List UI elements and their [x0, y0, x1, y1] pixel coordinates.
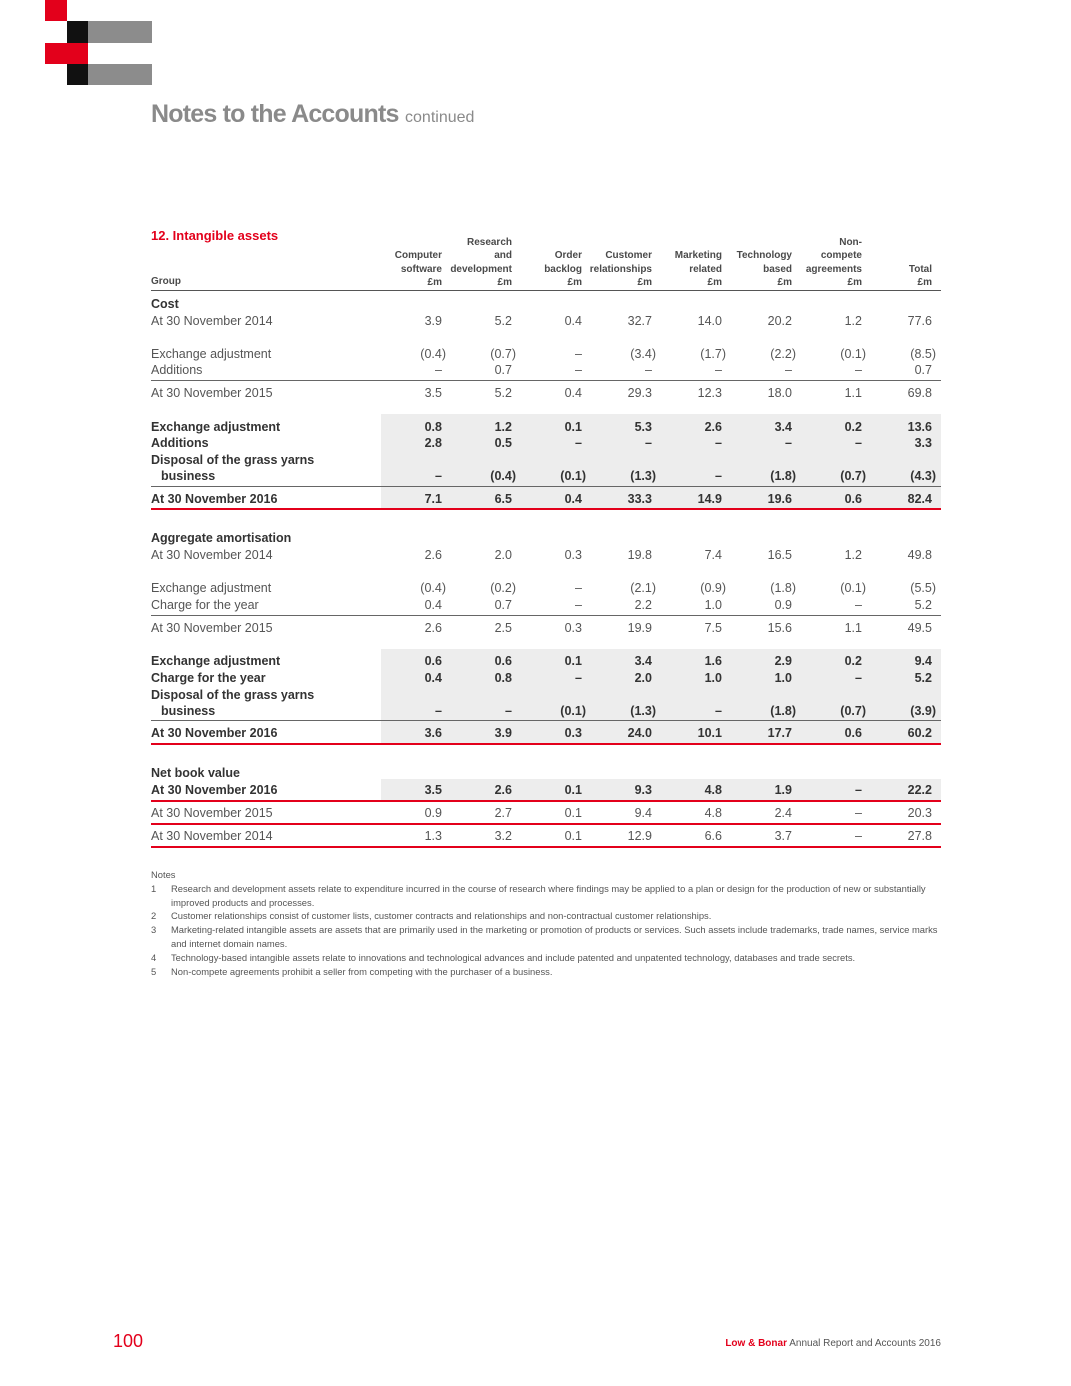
- cell-value: 0.4: [424, 598, 442, 612]
- notes-title: Notes: [151, 869, 176, 880]
- cell-value: 1.2: [844, 548, 862, 562]
- cell-value: 60.2: [907, 726, 932, 740]
- row-label: Exchange adjustment: [151, 581, 272, 595]
- table-row: [151, 531, 941, 547]
- cell-value: 13.6: [907, 420, 932, 434]
- table-row: [151, 581, 941, 597]
- column-header-line: £m: [567, 277, 582, 289]
- notes-block: [151, 868, 943, 978]
- cell-value: 5.2: [494, 386, 512, 400]
- cell-value: 1.0: [704, 598, 722, 612]
- table-row: [151, 766, 941, 782]
- column-header-line: £m: [847, 277, 862, 289]
- cell-value: 0.8: [424, 420, 442, 434]
- cell-value: –: [575, 598, 582, 612]
- cell-value: –: [855, 783, 862, 797]
- column-header-line: development: [450, 263, 512, 275]
- cell-value: 1.0: [704, 671, 722, 685]
- column-header-line: based: [763, 263, 792, 275]
- cell-value: –: [575, 671, 582, 685]
- cell-value: 2.2: [634, 598, 652, 612]
- table-row: [151, 806, 941, 822]
- table-row: [151, 420, 941, 436]
- cell-value: 9.4: [914, 654, 932, 668]
- note-text: Marketing-related intangible assets are assets that are primarily used in the marketing or promotion of products or services. Such assets include trademarks, trade names, service marks and internet domain names.: [171, 924, 938, 949]
- row-label: At 30 November 2014: [151, 548, 273, 562]
- cell-value: 0.3: [564, 726, 582, 740]
- table-row: [151, 363, 941, 379]
- table-row: [151, 671, 941, 687]
- cell-value: –: [715, 436, 722, 450]
- table-row: [151, 688, 941, 704]
- row-label: business: [161, 704, 216, 718]
- table-rule: [151, 720, 941, 721]
- cell-value: 12.9: [627, 829, 652, 843]
- cell-value: (4.3): [910, 469, 936, 483]
- table-row: [151, 548, 941, 564]
- row-label: Disposal of the grass yarns: [151, 688, 315, 702]
- row-label: At 30 November 2015: [151, 386, 273, 400]
- note-item: [151, 923, 943, 951]
- cell-value: –: [575, 581, 582, 595]
- cell-value: 24.0: [627, 726, 652, 740]
- cell-value: 0.4: [424, 671, 442, 685]
- cell-value: –: [855, 829, 862, 843]
- total-rule: [151, 743, 941, 745]
- cell-value: 2.6: [704, 420, 722, 434]
- note-text: Non-compete agreements prohibit a seller from competing with the purchaser of a business.: [171, 965, 553, 977]
- total-rule: [151, 823, 941, 825]
- cell-value: 2.6: [424, 621, 442, 635]
- cell-value: 9.3: [634, 783, 652, 797]
- note-item: [151, 951, 943, 965]
- column-header-line: [822, 236, 932, 249]
- cell-value: 5.2: [914, 598, 932, 612]
- table-row: [151, 654, 941, 670]
- column-header-line: Marketing: [674, 250, 722, 262]
- cell-value: –: [645, 436, 652, 450]
- column-header-line: £m: [917, 277, 932, 289]
- table-row: [151, 347, 941, 363]
- column-header-line: Computer: [394, 250, 442, 262]
- cell-value: (1.8): [770, 581, 796, 595]
- column-header-line: £m: [637, 277, 652, 289]
- cell-value: 14.9: [697, 492, 722, 506]
- footer-report: [725, 1338, 941, 1349]
- cell-value: 19.9: [627, 621, 652, 635]
- table-row: [151, 492, 941, 508]
- column-header-line: compete: [820, 250, 862, 262]
- cell-value: –: [785, 363, 792, 377]
- cell-value: 15.6: [767, 621, 792, 635]
- cell-value: 3.4: [774, 420, 792, 434]
- cell-value: 0.8: [494, 671, 512, 685]
- cell-value: 1.1: [844, 621, 862, 635]
- cell-value: 0.9: [424, 806, 442, 820]
- cell-value: 82.4: [907, 492, 932, 506]
- cell-value: 0.2: [844, 420, 862, 434]
- cell-value: 0.4: [564, 492, 582, 506]
- row-label: At 30 November 2016: [151, 492, 278, 506]
- table-rule: [151, 615, 941, 616]
- cell-value: 0.6: [844, 492, 862, 506]
- row-label: At 30 November 2016: [151, 726, 278, 740]
- table-row: [151, 314, 941, 330]
- note-item: [151, 909, 943, 923]
- cell-value: 0.7: [494, 363, 512, 377]
- table-rule: [151, 486, 941, 487]
- table-row: [151, 436, 941, 452]
- cell-value: –: [435, 469, 442, 483]
- column-header-line: £m: [707, 277, 722, 289]
- row-label: business: [161, 469, 216, 483]
- column-header-line: agreements: [805, 263, 862, 275]
- cell-value: 2.6: [494, 783, 512, 797]
- cell-value: 3.2: [494, 829, 512, 843]
- cell-value: 6.5: [494, 492, 512, 506]
- cell-value: 19.6: [767, 492, 792, 506]
- cell-value: 10.1: [697, 726, 722, 740]
- cell-value: 69.8: [907, 386, 932, 400]
- page-title-main: Notes to the Accounts: [151, 100, 399, 128]
- column-header: [822, 236, 932, 290]
- row-label: At 30 November 2015: [151, 806, 273, 820]
- cell-value: –: [715, 704, 722, 718]
- cell-value: –: [715, 469, 722, 483]
- cell-value: 7.1: [424, 492, 442, 506]
- cell-value: 2.8: [424, 436, 442, 450]
- cell-value: 9.4: [634, 806, 652, 820]
- cell-value: (0.4): [420, 581, 446, 595]
- cell-value: (2.1): [630, 581, 656, 595]
- note-number: 3: [151, 924, 157, 936]
- column-header-line: Customer: [605, 250, 652, 262]
- cell-value: 3.5: [424, 783, 442, 797]
- cell-value: 16.5: [767, 548, 792, 562]
- cell-value: 0.1: [564, 783, 582, 797]
- row-label: At 30 November 2014: [151, 829, 273, 843]
- cell-value: 7.4: [704, 548, 722, 562]
- cell-value: 77.6: [907, 314, 932, 328]
- note-number: 1: [151, 882, 157, 894]
- note-number: 2: [151, 910, 157, 922]
- note-text: Technology-based intangible assets relate to innovations and technological advances and include patented and unpatented technology, databases and trade secrets.: [171, 951, 856, 963]
- cell-value: –: [855, 598, 862, 612]
- cell-value: –: [435, 704, 442, 718]
- cell-value: 4.8: [704, 806, 722, 820]
- cell-value: (1.7): [700, 347, 726, 361]
- note-text: Research and development assets relate to expenditure incurred in the course of research where findings may be applied to a plan or design for the production of new or substantially improved products and processes.: [171, 882, 926, 908]
- section-title: 12. Intangible assets: [151, 228, 279, 243]
- cell-value: 22.2: [907, 783, 932, 797]
- column-header-line: Total: [908, 263, 932, 275]
- page-title: [151, 100, 474, 129]
- note-number: 4: [151, 951, 157, 963]
- cell-value: (0.4): [420, 347, 446, 361]
- cell-value: –: [575, 436, 582, 450]
- page-title-continued: continued: [405, 109, 475, 126]
- cell-value: –: [715, 363, 722, 377]
- cell-value: –: [855, 806, 862, 820]
- cell-value: 49.5: [907, 621, 932, 635]
- column-header-line: and: [494, 250, 512, 262]
- cell-value: 1.3: [424, 829, 442, 843]
- cell-value: 0.1: [564, 829, 582, 843]
- cell-value: 29.3: [627, 386, 652, 400]
- cell-value: 0.6: [844, 726, 862, 740]
- cell-value: (3.4): [630, 347, 656, 361]
- cell-value: (0.4): [490, 469, 516, 483]
- cell-value: (0.7): [840, 469, 866, 483]
- cell-value: –: [855, 363, 862, 377]
- total-rule: [151, 800, 941, 802]
- cell-value: (0.1): [840, 581, 866, 595]
- cell-value: –: [435, 363, 442, 377]
- row-label: Aggregate amortisation: [151, 531, 292, 545]
- total-rule: [151, 846, 941, 848]
- cell-value: –: [785, 436, 792, 450]
- column-header-line: backlog: [544, 263, 582, 275]
- cell-value: 4.8: [704, 783, 722, 797]
- cell-value: 2.7: [494, 806, 512, 820]
- column-header-line: £m: [777, 277, 792, 289]
- cell-value: –: [505, 704, 512, 718]
- table-row: [151, 453, 941, 469]
- cell-value: (1.3): [630, 704, 656, 718]
- table-row: [151, 829, 941, 845]
- row-label: Charge for the year: [151, 598, 259, 612]
- cell-value: 5.2: [494, 314, 512, 328]
- notes-list: [151, 882, 943, 979]
- table-row: [151, 704, 941, 720]
- cell-value: 3.9: [494, 726, 512, 740]
- cell-value: 0.4: [564, 314, 582, 328]
- column-header-line: relationships: [589, 263, 652, 275]
- cell-value: 0.7: [914, 363, 932, 377]
- cell-value: 1.9: [774, 783, 792, 797]
- header-rule: [151, 290, 941, 291]
- cell-value: (0.1): [560, 469, 586, 483]
- cell-value: 1.6: [704, 654, 722, 668]
- cell-value: 27.8: [907, 829, 932, 843]
- total-rule: [151, 508, 941, 510]
- cell-value: –: [855, 671, 862, 685]
- cell-value: 1.0: [774, 671, 792, 685]
- table-row: [151, 386, 941, 402]
- note-text: Customer relationships consist of customer lists, customer contracts and relationships and non-contractual customer relationships.: [171, 910, 712, 922]
- table-row: [151, 726, 941, 742]
- cell-value: 2.5: [494, 621, 512, 635]
- cell-value: 14.0: [697, 314, 722, 328]
- cell-value: 19.8: [627, 548, 652, 562]
- column-header-line: [822, 249, 932, 262]
- cell-value: 17.7: [767, 726, 792, 740]
- table-row: [151, 783, 941, 799]
- row-label: Disposal of the grass yarns: [151, 453, 315, 467]
- table-row: [151, 598, 941, 614]
- row-label: At 30 November 2014: [151, 314, 273, 328]
- cell-value: 3.5: [424, 386, 442, 400]
- row-label: Exchange adjustment: [151, 654, 281, 668]
- cell-value: 7.5: [704, 621, 722, 635]
- cell-value: 20.2: [767, 314, 792, 328]
- cell-value: 33.3: [627, 492, 652, 506]
- cell-value: 18.0: [767, 386, 792, 400]
- cell-value: –: [645, 363, 652, 377]
- cell-value: –: [855, 436, 862, 450]
- table-row: [151, 297, 941, 313]
- footer-brand: Low & Bonar: [725, 1338, 787, 1349]
- cell-value: 3.3: [914, 436, 932, 450]
- brand-logo: [45, 0, 155, 90]
- cell-value: 0.1: [564, 420, 582, 434]
- row-label: Exchange adjustment: [151, 347, 272, 361]
- column-header-line: Technology: [736, 250, 792, 262]
- column-header-line: £m: [427, 277, 442, 289]
- row-label: Additions: [151, 363, 203, 377]
- row-label: Cost: [151, 297, 179, 311]
- cell-value: 1.2: [844, 314, 862, 328]
- cell-value: 5.3: [634, 420, 652, 434]
- cell-value: 0.1: [564, 654, 582, 668]
- cell-value: (1.3): [630, 469, 656, 483]
- cell-value: –: [575, 347, 582, 361]
- cell-value: 3.7: [774, 829, 792, 843]
- cell-value: (5.5): [910, 581, 936, 595]
- cell-value: 2.0: [634, 671, 652, 685]
- row-label: Additions: [151, 436, 209, 450]
- cell-value: 0.3: [564, 548, 582, 562]
- cell-value: 0.6: [494, 654, 512, 668]
- cell-value: 3.6: [424, 726, 442, 740]
- cell-value: 2.4: [774, 806, 792, 820]
- row-label: At 30 November 2016: [151, 783, 278, 797]
- column-header-line: Non-: [839, 237, 862, 248]
- column-header-line: Research: [466, 237, 512, 248]
- footer-report-title: Annual Report and Accounts 2016: [789, 1338, 941, 1349]
- cell-value: 0.9: [774, 598, 792, 612]
- note-item: [151, 882, 943, 910]
- cell-value: (0.2): [490, 581, 516, 595]
- table-rule: [151, 380, 941, 381]
- cell-value: (0.1): [560, 704, 586, 718]
- cell-value: 3.4: [634, 654, 652, 668]
- cell-value: (1.8): [770, 469, 796, 483]
- cell-value: (8.5): [910, 347, 936, 361]
- cell-value: 5.2: [914, 671, 932, 685]
- cell-value: 32.7: [627, 314, 652, 328]
- row-label: Charge for the year: [151, 671, 266, 685]
- page-number: 100: [113, 1331, 144, 1351]
- cell-value: 6.6: [704, 829, 722, 843]
- note-number: 5: [151, 965, 157, 977]
- row-label: Net book value: [151, 766, 240, 780]
- cell-value: 2.6: [424, 548, 442, 562]
- column-header-line: software: [400, 263, 442, 275]
- cell-value: (3.9): [910, 704, 936, 718]
- table-row: [151, 621, 941, 637]
- cell-value: 3.9: [424, 314, 442, 328]
- note-item: [151, 965, 943, 979]
- column-header-line: Order: [554, 250, 582, 262]
- cell-value: (0.9): [700, 581, 726, 595]
- cell-value: 1.2: [494, 420, 512, 434]
- cell-value: 2.9: [774, 654, 792, 668]
- cell-value: 0.6: [424, 654, 442, 668]
- group-label: Group: [151, 276, 181, 287]
- cell-value: (0.1): [840, 347, 866, 361]
- cell-value: 0.7: [494, 598, 512, 612]
- cell-value: (2.2): [770, 347, 796, 361]
- cell-value: 0.3: [564, 621, 582, 635]
- cell-value: 20.3: [907, 806, 932, 820]
- cell-value: 2.0: [494, 548, 512, 562]
- cell-value: 49.8: [907, 548, 932, 562]
- column-header-line: £m: [497, 277, 512, 289]
- row-label: At 30 November 2015: [151, 621, 273, 635]
- cell-value: 1.1: [844, 386, 862, 400]
- column-header-line: related: [689, 263, 722, 275]
- cell-value: (0.7): [840, 704, 866, 718]
- table-row: [151, 469, 941, 485]
- cell-value: (1.8): [770, 704, 796, 718]
- cell-value: 0.2: [844, 654, 862, 668]
- cell-value: –: [575, 363, 582, 377]
- cell-value: 0.4: [564, 386, 582, 400]
- cell-value: 0.1: [564, 806, 582, 820]
- cell-value: (0.7): [490, 347, 516, 361]
- cell-value: 12.3: [697, 386, 722, 400]
- row-label: Exchange adjustment: [151, 420, 281, 434]
- cell-value: 0.5: [494, 436, 512, 450]
